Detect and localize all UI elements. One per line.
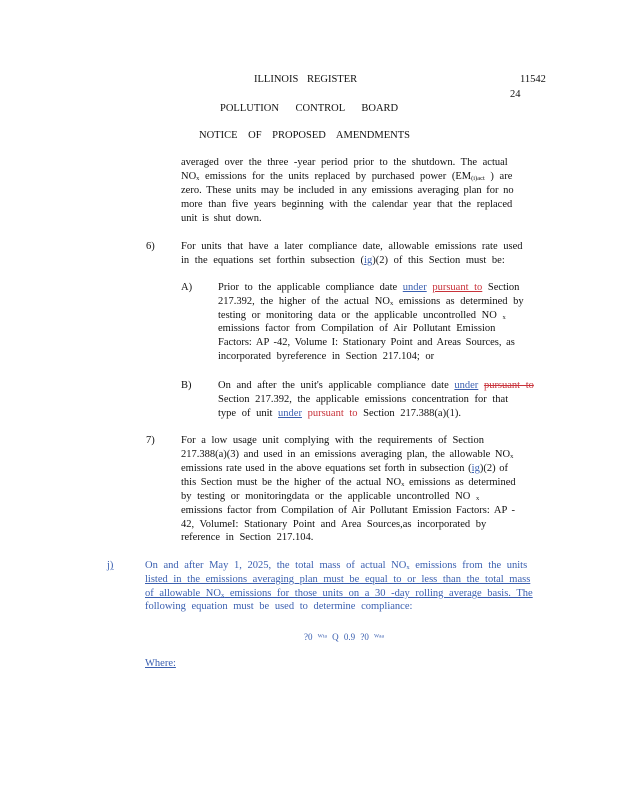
notice-title: NOTICE OF PROPOSED AMENDMENTS (199, 130, 410, 141)
item-j-letter: j) (107, 560, 114, 571)
inserted-text: pursuant to (432, 282, 483, 293)
inserted-text: under (278, 408, 302, 419)
where-label: Where: (145, 658, 176, 669)
compliance-equation: ?0 ᵂᵗᵃ Q 0.9 ?0 ᵂᵃᵃ (304, 632, 385, 642)
inserted-text: ig (471, 463, 480, 474)
inserted-text: ig (364, 255, 373, 266)
register-title: ILLINOIS REGISTER (254, 74, 358, 85)
issue-number: 24 (510, 89, 521, 100)
board-title: POLLUTION CONTROL BOARD (220, 103, 399, 114)
document-page: ILLINOIS REGISTER 11542 24 POLLUTION CONTROL BOARD NOTICE OF PROPOSED AMENDMENTS averaged over the three -year period prior to the shutdown. The actual $NO_x$ emissions for the units replaced by purchased power ($EM_{(i)act}$ ) are zero. These units may be included in any emissions averaging plan for no more than five years beginning with the calendar year that the replaced unit is shut down. 6) For units that have a later compliance date, allowable emissions rate used in the equations set forthin subsection (ig)(2) of this Section must be: A) Prior to the applicable compliance date under pursuant to Section 217.392, the higher of the actual $NO_x$ emissions as determined by testing or monitoring data or the applicable uncontrolled NO $_x$ emissions factor from Compilation of Air Pollutant Emission Factors: AP -42, Volume I: Stationary Point and Areas Sources, as incorporated byreference in Section 217.104; or B) On and after the unit's applicable compliance date under pursuant to Section 217.392, the applicable emissions concentration for that type of unit under pursuant to Section 217.388(a)(1). 7) For a low usage unit complying with the requirements of Section 217.388(a)(3) and used in an emissions averaging plan, the allowable $NO_x$ emissions rate used in the above equations set forth in subsection (ig)(2) of this Section must be the higher of the actual $NO_x$ emissions as determined by testing or monitoringdata or the applicable uncontrolled NO $_x$ emissions factor from Compilation of Air Pollutant Emission Factors: AP - 42, VolumeI: Stationary Point and Area Sources,as incorporated by reference in Section 217.104. j) On and after May 1, 2025, the total mass of actual $NO_x$ emissions from the units listed in the emissions averaging plan must be equal to or less than the total mass of allowable $NO_x$ emissions for those units on a 30 -day rolling average basis. The following equation must be used to determine compliance: ?0 ᵂᵗᵃ Q 0.9 ?0 ᵂᵃᵃ Where: (107, 74, 546, 669)
page-number: 11542 (520, 74, 546, 85)
deleted-text: pursuant to (483, 380, 534, 391)
inserted-text: under (454, 380, 479, 391)
inserted-text: under (402, 282, 427, 293)
